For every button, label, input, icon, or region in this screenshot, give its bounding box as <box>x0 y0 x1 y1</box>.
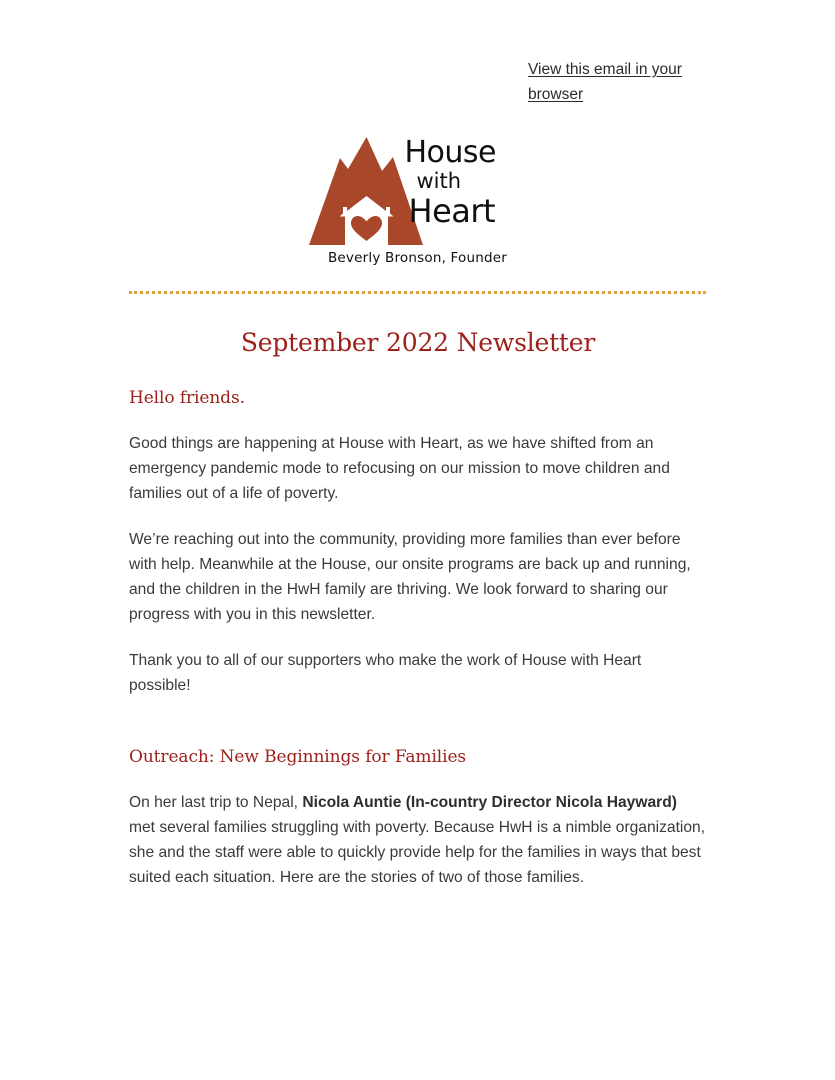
logo-word-with: with <box>416 169 462 193</box>
paragraph-outreach-lead: On her last trip to Nepal, <box>129 794 303 811</box>
view-in-browser-link[interactable]: View this email in your browser <box>528 61 682 103</box>
logo-founder-line: Beverly Bronson, Founder <box>327 250 508 266</box>
newsletter-title: September 2022 Newsletter <box>240 328 596 357</box>
house-with-heart-logo[interactable] <box>307 133 529 275</box>
dotted-divider <box>129 291 706 294</box>
paragraph-intro: Good things are happening at House with Heart, as we have shifted from an emergency pandemic mode to refocusing on our mission to move children and families out of a life of poverty. <box>129 435 670 502</box>
paragraph-community: We’re reaching out into the community, providing more families than ever before with help. Meanwhile at the House, our onsite programs are back up and running, and the children in the HwH family are thriving. We look forward to sharing our progress with you in this newsletter. <box>129 531 691 623</box>
section-heading-outreach: Outreach: New Beginnings for Families <box>129 747 467 767</box>
logo-word-heart: Heart <box>408 192 496 230</box>
paragraph-outreach-bold-name: Nicola Auntie (In-country Director Nicola Hayward) <box>302 794 677 811</box>
preheader <box>528 57 708 107</box>
logo-block <box>0 133 835 275</box>
paragraph-outreach-tail: met several families struggling with poverty. Because HwH is a nimble organization, she and the staff were able to quickly provide help for the families in ways that best suited each situation. Here are the stories of two of those families. <box>129 819 706 886</box>
greeting-heading: Hello friends. <box>129 388 245 408</box>
newsletter-content <box>129 326 707 890</box>
paragraph-outreach <box>129 790 707 890</box>
logo-wordmark <box>403 137 531 249</box>
logo-word-house: House <box>404 135 497 170</box>
paragraph-thanks: Thank you to all of our supporters who make the work of House with Heart possible! <box>129 652 642 694</box>
